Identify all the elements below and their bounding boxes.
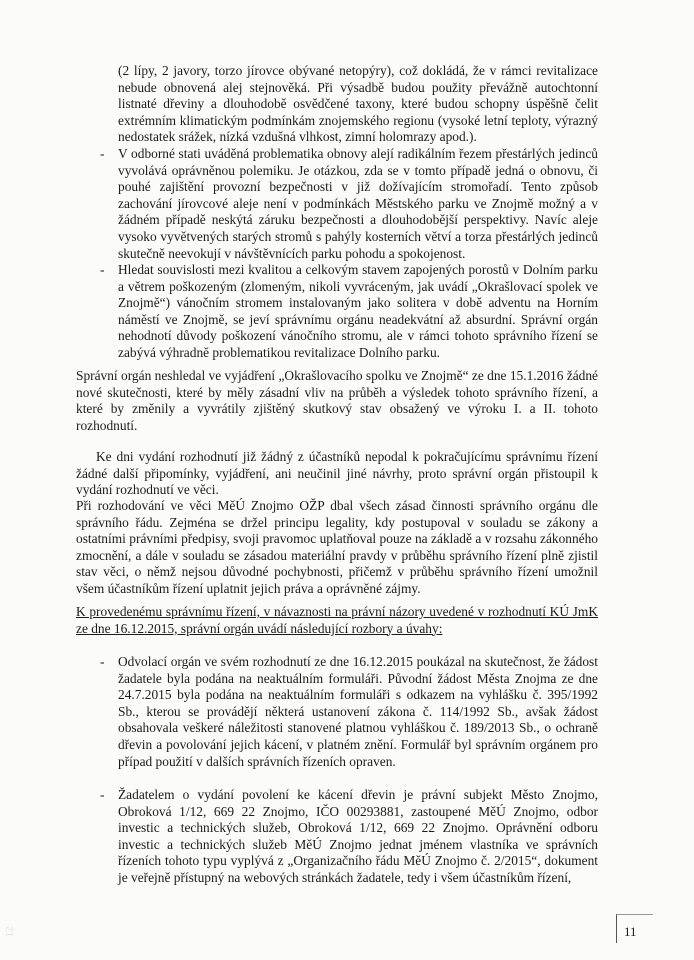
margin-mark: 12	[3, 926, 16, 938]
bullet-item: Žadatelem o vydání povolení ke kácení dřevin je právní subjekt Město Znojmo, Obroková 1/12, 669 22 Znojmo, IČO 00293881, zastoupené MěÚ Znojmo, odbor investic a technických služeb, Obroková 1/12, 669 22 Znojmo. Oprávnění odboru investic a technických služeb MěÚ Znojmo jednat jménem vlastníka ve správních řízeních tohoto typu vyplývá z „Organizačního řádu MěÚ Znojmo č. 2/2015“, dokument je veřejně přístupný na webových stránkách žadatele, tedy i všem účastníkům řízení,	[118, 787, 598, 885]
paragraph-indented: Ke dni vydání rozhodnutí již žádný z účastníků nepodal k pokračujícímu správnímu řízení žádné další připomínky, vyjádření, ani neučinil jiné návrhy, proto správní orgán přistoupil k vydání rozhodnutí ve věci.	[76, 449, 598, 498]
paragraph-continuation: (2 lípy, 2 javory, torzo jírovce obývané netopýry), což dokládá, že v rámci revitalizace nebude obnovená alej stejnověká. Při výsadbě budou použity převážně autochtonní listnaté dřeviny a dlouhodobě osvědčené taxony, které budou schopny úspěšně čelit extrémním klimatickým podmínkám znojemského regionu (vysoké letní teploty, výrazný nedostatek srážek, nízká vzdušná vlhkost, zimní holomrazy apod.).	[118, 63, 598, 145]
bullet-item: Odvolací orgán ve svém rozhodnutí ze dne 16.12.2015 poukázal na skutečnost, že žádost žadatele byla podána na neaktuálním formuláři. Původní žádost Města Znojma ze dne 24.7.2015 byla podána na neaktuálním formuláři s odkazem na vyhlášku č. 395/1992 Sb., kterou se provádějí některá ustanovení zákona č. 114/1992 Sb., avšak žádost obsahovala veškeré náležitosti stanovené platnou vyhláškou č. 189/2013 Sb., o ochraně dřevin a povolování jejich kácení, v platném znění. Formulář byl správním orgánem pro případ použití v dalších správních řízeních opraven.	[118, 654, 598, 769]
paragraph: Při rozhodování ve věci MěÚ Znojmo OŽP dbal všech zásad činnosti správního orgánu dle správního řádu. Zejména se držel principu legality, kdy postupoval v souladu se zákony a ostatními právními předpisy, svoji pravomoc uplatňoval pouze na základě a v rozsahu zákonného zmocnění, a dále v souladu se zásadou materiální pravdy v průběhu správního řízení plně zjistil stav věci, o němž nejsou důvodné pochybnosti, přičemž v průběhu správního řízení umožnil všem účastníkům řízení uplatnit jejich práva a oprávněné zájmy.	[76, 498, 598, 596]
bullet-dash: -	[100, 654, 105, 669]
bullet-dash: -	[100, 262, 105, 277]
bullet-item: Hledat souvislosti mezi kvalitou a celkovým stavem zapojených porostů v Dolním parku a větrem poškozeným (zlomeným, nikoli vyvráceným, jak uvádí „Okrašlovací spolek ve Znojmě“) vánočním stromem instalovaným jako solitera v době adventu na Horním náměstí ve Znojmě, se jeví správnímu orgánu neadekvátní až absurdní. Správní orgán nehodnotí důvody poškození vánočního stromu, ale v rámci tohoto správního řízení se zabývá výhradně problematikou revitalizace Dolního parku.	[118, 262, 598, 360]
section-heading: K provedenému správnímu řízení, v návaznosti na právní názory uvedené v rozhodnutí KÚ JmK ze dne 16.12.2015, správní orgán uvádí následující rozbory a úvahy:	[76, 604, 598, 636]
bullet-dash: -	[100, 146, 105, 161]
page-number: 11	[624, 924, 637, 939]
paragraph: Správní orgán neshledal ve vyjádření „Okrašlovacího spolku ve Znojmě“ ze dne 15.1.2016 žádné nové skutečnosti, které by měly zásadní vliv na průběh a výsledek tohoto správního řízení, a které by změnily a vyvrátily zjištěný skutkový stav obsažený ve výroku I. a II. tohoto rozhodnutí.	[76, 368, 598, 433]
bullet-item: V odborné stati uváděná problematika obnovy alejí radikálním řezem přestárlých jedinců vyvolává oprávněnou polemiku. Je otázkou, zda se v tomto případě jedná o obnovu, či pouhé zajištění provozní bezpečnosti v již dožívajícím stromořadí. Tento způsob zachování jírovcové aleje není v podmínkách Městského parku ve Znojmě možný a v žádném případě neskýtá záruku bezpečnosti a dlouhodobější perspektivy. Navíc aleje vysoko vyvětvených starých stromů s pahýly kosterních větví a torza přestárlých jedinců skutečně neevokují v návštěvnících parku pohodu a spokojenost.	[118, 146, 598, 261]
bullet-dash: -	[100, 787, 105, 802]
